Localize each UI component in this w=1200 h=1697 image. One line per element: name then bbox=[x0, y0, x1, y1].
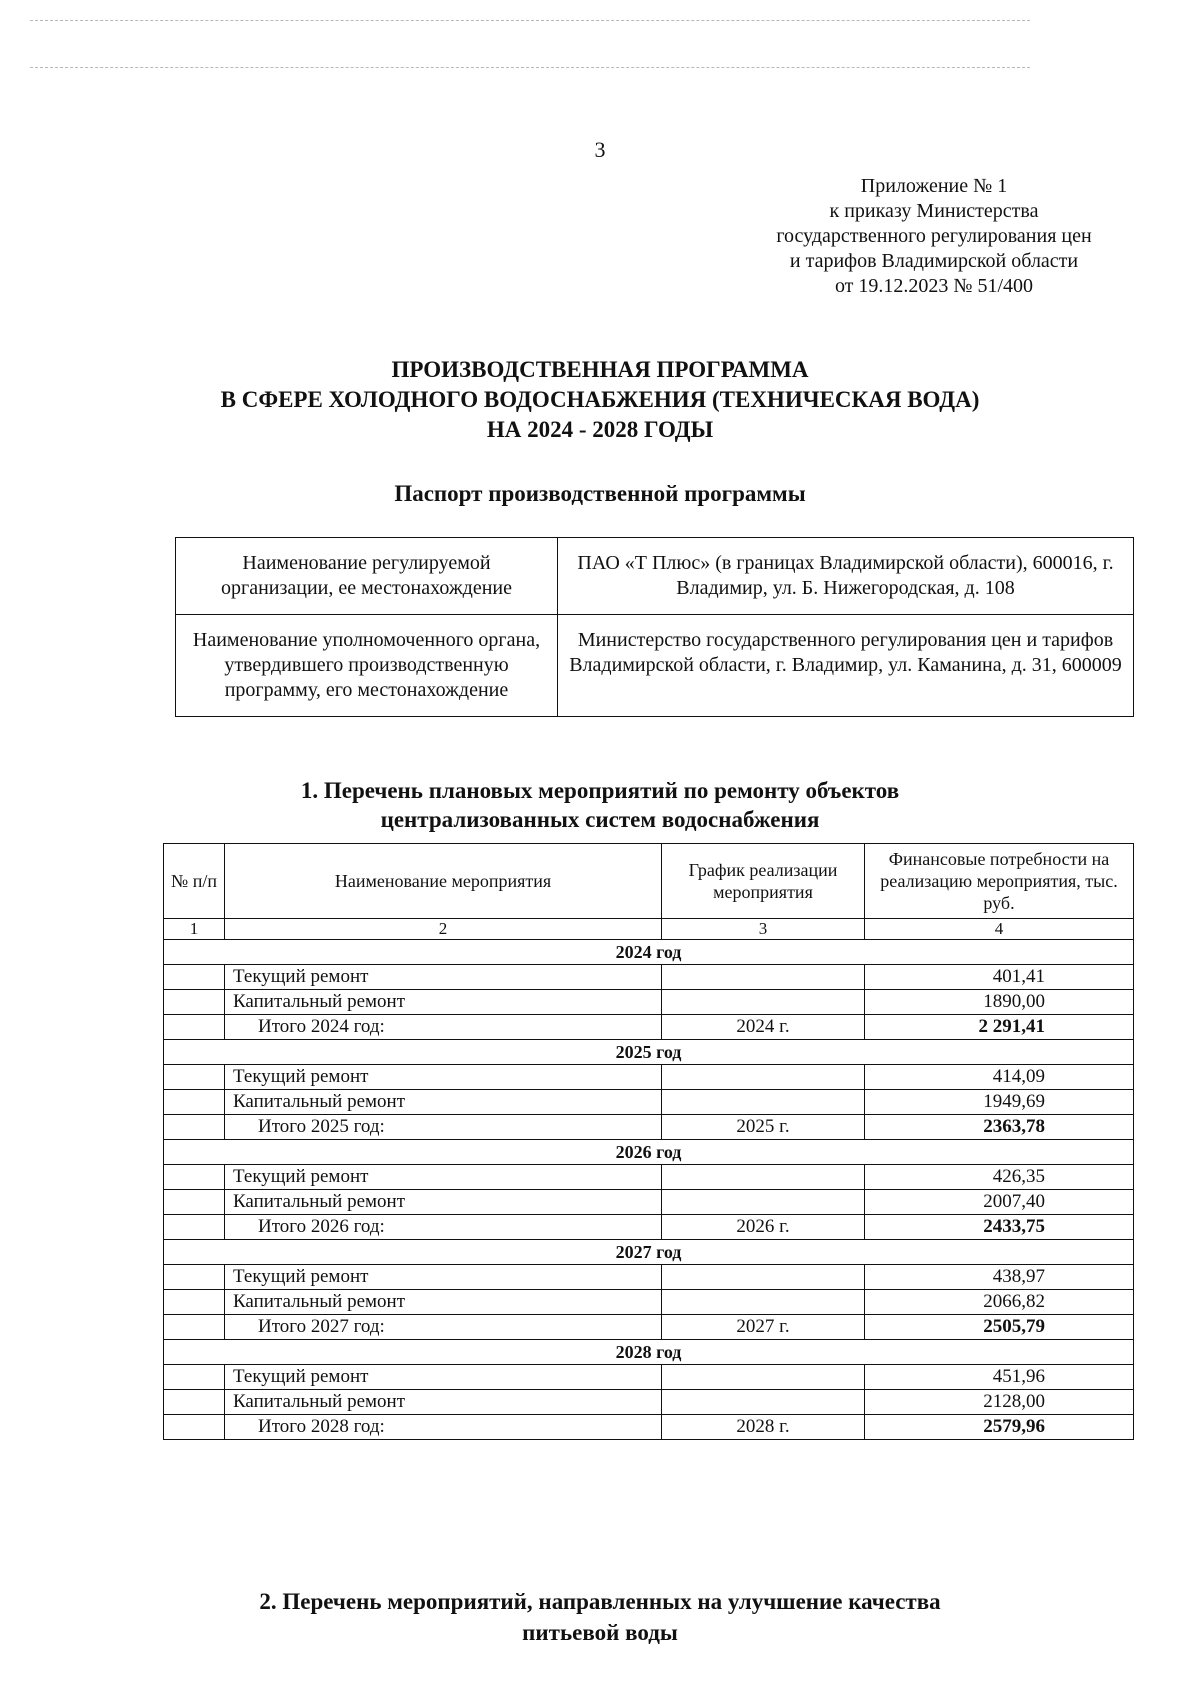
row-number-cell bbox=[164, 1390, 225, 1415]
row-number-cell bbox=[164, 1090, 225, 1115]
total-row bbox=[164, 1015, 1134, 1040]
total-row bbox=[164, 1115, 1134, 1140]
year-group-row bbox=[164, 940, 1134, 965]
activity-name-cell: Капитальный ремонт bbox=[225, 1090, 662, 1115]
cost-cell: 2 291,41 bbox=[865, 1015, 1134, 1040]
cost-cell: 2505,79 bbox=[865, 1315, 1134, 1340]
row-number-cell bbox=[164, 1415, 225, 1440]
title-line: В СФЕРЕ ХОЛОДНОГО ВОДОСНАБЖЕНИЯ (ТЕХНИЧЕСКАЯ ВОДА) bbox=[220, 387, 980, 412]
row-number-cell bbox=[164, 1165, 225, 1190]
header-cost: Финансовые потребности на реализацию мероприятия, тыс. руб. bbox=[865, 844, 1134, 919]
total-row bbox=[164, 1215, 1134, 1240]
cost-cell: 426,35 bbox=[865, 1165, 1134, 1190]
row-number-cell bbox=[164, 1015, 225, 1040]
schedule-cell bbox=[662, 1190, 865, 1215]
appendix-block bbox=[738, 174, 1130, 299]
year-group-row bbox=[164, 1240, 1134, 1265]
year-label: 2028 год bbox=[164, 1340, 1134, 1365]
appendix-line: от 19.12.2023 № 51/400 bbox=[834, 275, 1034, 297]
activity-name-cell: Капитальный ремонт bbox=[225, 1390, 662, 1415]
page-number: 3 bbox=[594, 137, 606, 162]
document-title bbox=[0, 355, 1200, 445]
table-row bbox=[164, 1290, 1134, 1315]
table-row bbox=[164, 1390, 1134, 1415]
row-number-cell bbox=[164, 1290, 225, 1315]
activity-name-cell: Капитальный ремонт bbox=[225, 1190, 662, 1215]
activity-name-cell: Текущий ремонт bbox=[225, 1265, 662, 1290]
total-row bbox=[164, 1315, 1134, 1340]
row-number-cell bbox=[164, 965, 225, 990]
schedule-cell: 2028 г. bbox=[662, 1415, 865, 1440]
row-number-cell bbox=[164, 990, 225, 1015]
cost-cell: 2007,40 bbox=[865, 1190, 1134, 1215]
row-number-cell bbox=[164, 1115, 225, 1140]
appendix-line: и тарифов Владимирской области bbox=[789, 250, 1079, 272]
activity-name-cell: Текущий ремонт bbox=[225, 1365, 662, 1390]
section1-title-line: 1. Перечень плановых мероприятий по ремонту объектов bbox=[300, 778, 900, 803]
cost-cell: 2433,75 bbox=[865, 1215, 1134, 1240]
scan-artifact-line bbox=[30, 67, 1030, 68]
row-number-cell bbox=[164, 1065, 225, 1090]
year-label: 2024 год bbox=[164, 940, 1134, 965]
schedule-cell bbox=[662, 1365, 865, 1390]
table-row bbox=[164, 1365, 1134, 1390]
column-number: 3 bbox=[662, 919, 865, 940]
title-line: ПРОИЗВОДСТВЕННАЯ ПРОГРАММА bbox=[391, 357, 809, 382]
scan-artifact-line bbox=[30, 20, 1030, 21]
activity-name-cell: Текущий ремонт bbox=[225, 1065, 662, 1090]
activity-name-cell: Итого 2027 год: bbox=[225, 1315, 662, 1340]
table-body bbox=[164, 940, 1134, 1440]
activity-name-cell: Итого 2025 год: bbox=[225, 1115, 662, 1140]
table-row bbox=[164, 965, 1134, 990]
activity-name-cell: Капитальный ремонт bbox=[225, 990, 662, 1015]
header-schedule: График реализации мероприятия bbox=[662, 844, 865, 919]
appendix-line: Приложение № 1 bbox=[860, 175, 1008, 197]
activity-name-cell: Текущий ремонт bbox=[225, 965, 662, 990]
cost-cell: 2066,82 bbox=[865, 1290, 1134, 1315]
passport-value: ПАО «Т Плюс» (в границах Владимирской области), 600016, г. Владимир, ул. Б. Нижегородская, д. 108 bbox=[558, 538, 1134, 615]
schedule-cell bbox=[662, 1090, 865, 1115]
column-number-row bbox=[164, 919, 1134, 940]
cost-cell: 1949,69 bbox=[865, 1090, 1134, 1115]
total-row bbox=[164, 1415, 1134, 1440]
cost-cell: 1890,00 bbox=[865, 990, 1134, 1015]
appendix-line: к приказу Министерства bbox=[829, 200, 1039, 222]
section2-title-line: питьевой воды bbox=[522, 1620, 678, 1645]
row-number-cell bbox=[164, 1265, 225, 1290]
schedule-cell bbox=[662, 990, 865, 1015]
passport-label: Наименование регулируемой организации, ее местонахождение bbox=[176, 538, 558, 615]
schedule-cell: 2026 г. bbox=[662, 1215, 865, 1240]
cost-cell: 401,41 bbox=[865, 965, 1134, 990]
passport-row bbox=[176, 538, 1134, 615]
cost-cell: 2579,96 bbox=[865, 1415, 1134, 1440]
schedule-cell bbox=[662, 965, 865, 990]
schedule-cell bbox=[662, 1165, 865, 1190]
section2-title bbox=[0, 1586, 1200, 1648]
cost-cell: 438,97 bbox=[865, 1265, 1134, 1290]
schedule-cell bbox=[662, 1065, 865, 1090]
cost-cell: 451,96 bbox=[865, 1365, 1134, 1390]
schedule-cell bbox=[662, 1390, 865, 1415]
year-group-row bbox=[164, 1140, 1134, 1165]
activity-name-cell: Итого 2028 год: bbox=[225, 1415, 662, 1440]
column-number: 2 bbox=[225, 919, 662, 940]
row-number-cell bbox=[164, 1315, 225, 1340]
row-number-cell bbox=[164, 1365, 225, 1390]
cost-cell: 2363,78 bbox=[865, 1115, 1134, 1140]
table-row bbox=[164, 1190, 1134, 1215]
table-row bbox=[164, 990, 1134, 1015]
repair-plan-table bbox=[163, 843, 1134, 1440]
year-group-row bbox=[164, 1340, 1134, 1365]
table-row bbox=[164, 1165, 1134, 1190]
section1-title bbox=[0, 776, 1200, 834]
year-label: 2027 год bbox=[164, 1240, 1134, 1265]
table-row bbox=[164, 1265, 1134, 1290]
appendix-line: государственного регулирования цен bbox=[776, 225, 1092, 247]
column-number: 4 bbox=[865, 919, 1134, 940]
schedule-cell: 2024 г. bbox=[662, 1015, 865, 1040]
passport-value: Министерство государственного регулирования цен и тарифов Владимирской области, г. Владимир, ул. Каманина, д. 31, 600009 bbox=[558, 615, 1134, 717]
title-line: НА 2024 - 2028 ГОДЫ bbox=[486, 417, 714, 442]
passport-row bbox=[176, 615, 1134, 717]
header-activity: Наименование мероприятия bbox=[225, 844, 662, 919]
column-number: 1 bbox=[164, 919, 225, 940]
activity-name-cell: Итого 2026 год: bbox=[225, 1215, 662, 1240]
header-number: № п/п bbox=[164, 844, 225, 919]
year-group-row bbox=[164, 1040, 1134, 1065]
section2-title-line: 2. Перечень мероприятий, направленных на улучшение качества bbox=[259, 1589, 941, 1614]
activity-name-cell: Капитальный ремонт bbox=[225, 1290, 662, 1315]
row-number-cell bbox=[164, 1190, 225, 1215]
activity-name-cell: Итого 2024 год: bbox=[225, 1015, 662, 1040]
passport-table bbox=[175, 537, 1134, 717]
passport-label: Наименование уполномоченного органа, утвердившего производственную программу, его местонахождение bbox=[176, 615, 558, 717]
schedule-cell: 2025 г. bbox=[662, 1115, 865, 1140]
table-row bbox=[164, 1090, 1134, 1115]
schedule-cell bbox=[662, 1290, 865, 1315]
section1-title-line: централизованных систем водоснабжения bbox=[380, 807, 820, 832]
cost-cell: 414,09 bbox=[865, 1065, 1134, 1090]
table-header-row bbox=[164, 844, 1134, 919]
row-number-cell bbox=[164, 1215, 225, 1240]
passport-heading: Паспорт производственной программы bbox=[394, 481, 806, 506]
cost-cell: 2128,00 bbox=[865, 1390, 1134, 1415]
table-row bbox=[164, 1065, 1134, 1090]
year-label: 2025 год bbox=[164, 1040, 1134, 1065]
schedule-cell: 2027 г. bbox=[662, 1315, 865, 1340]
activity-name-cell: Текущий ремонт bbox=[225, 1165, 662, 1190]
year-label: 2026 год bbox=[164, 1140, 1134, 1165]
schedule-cell bbox=[662, 1265, 865, 1290]
